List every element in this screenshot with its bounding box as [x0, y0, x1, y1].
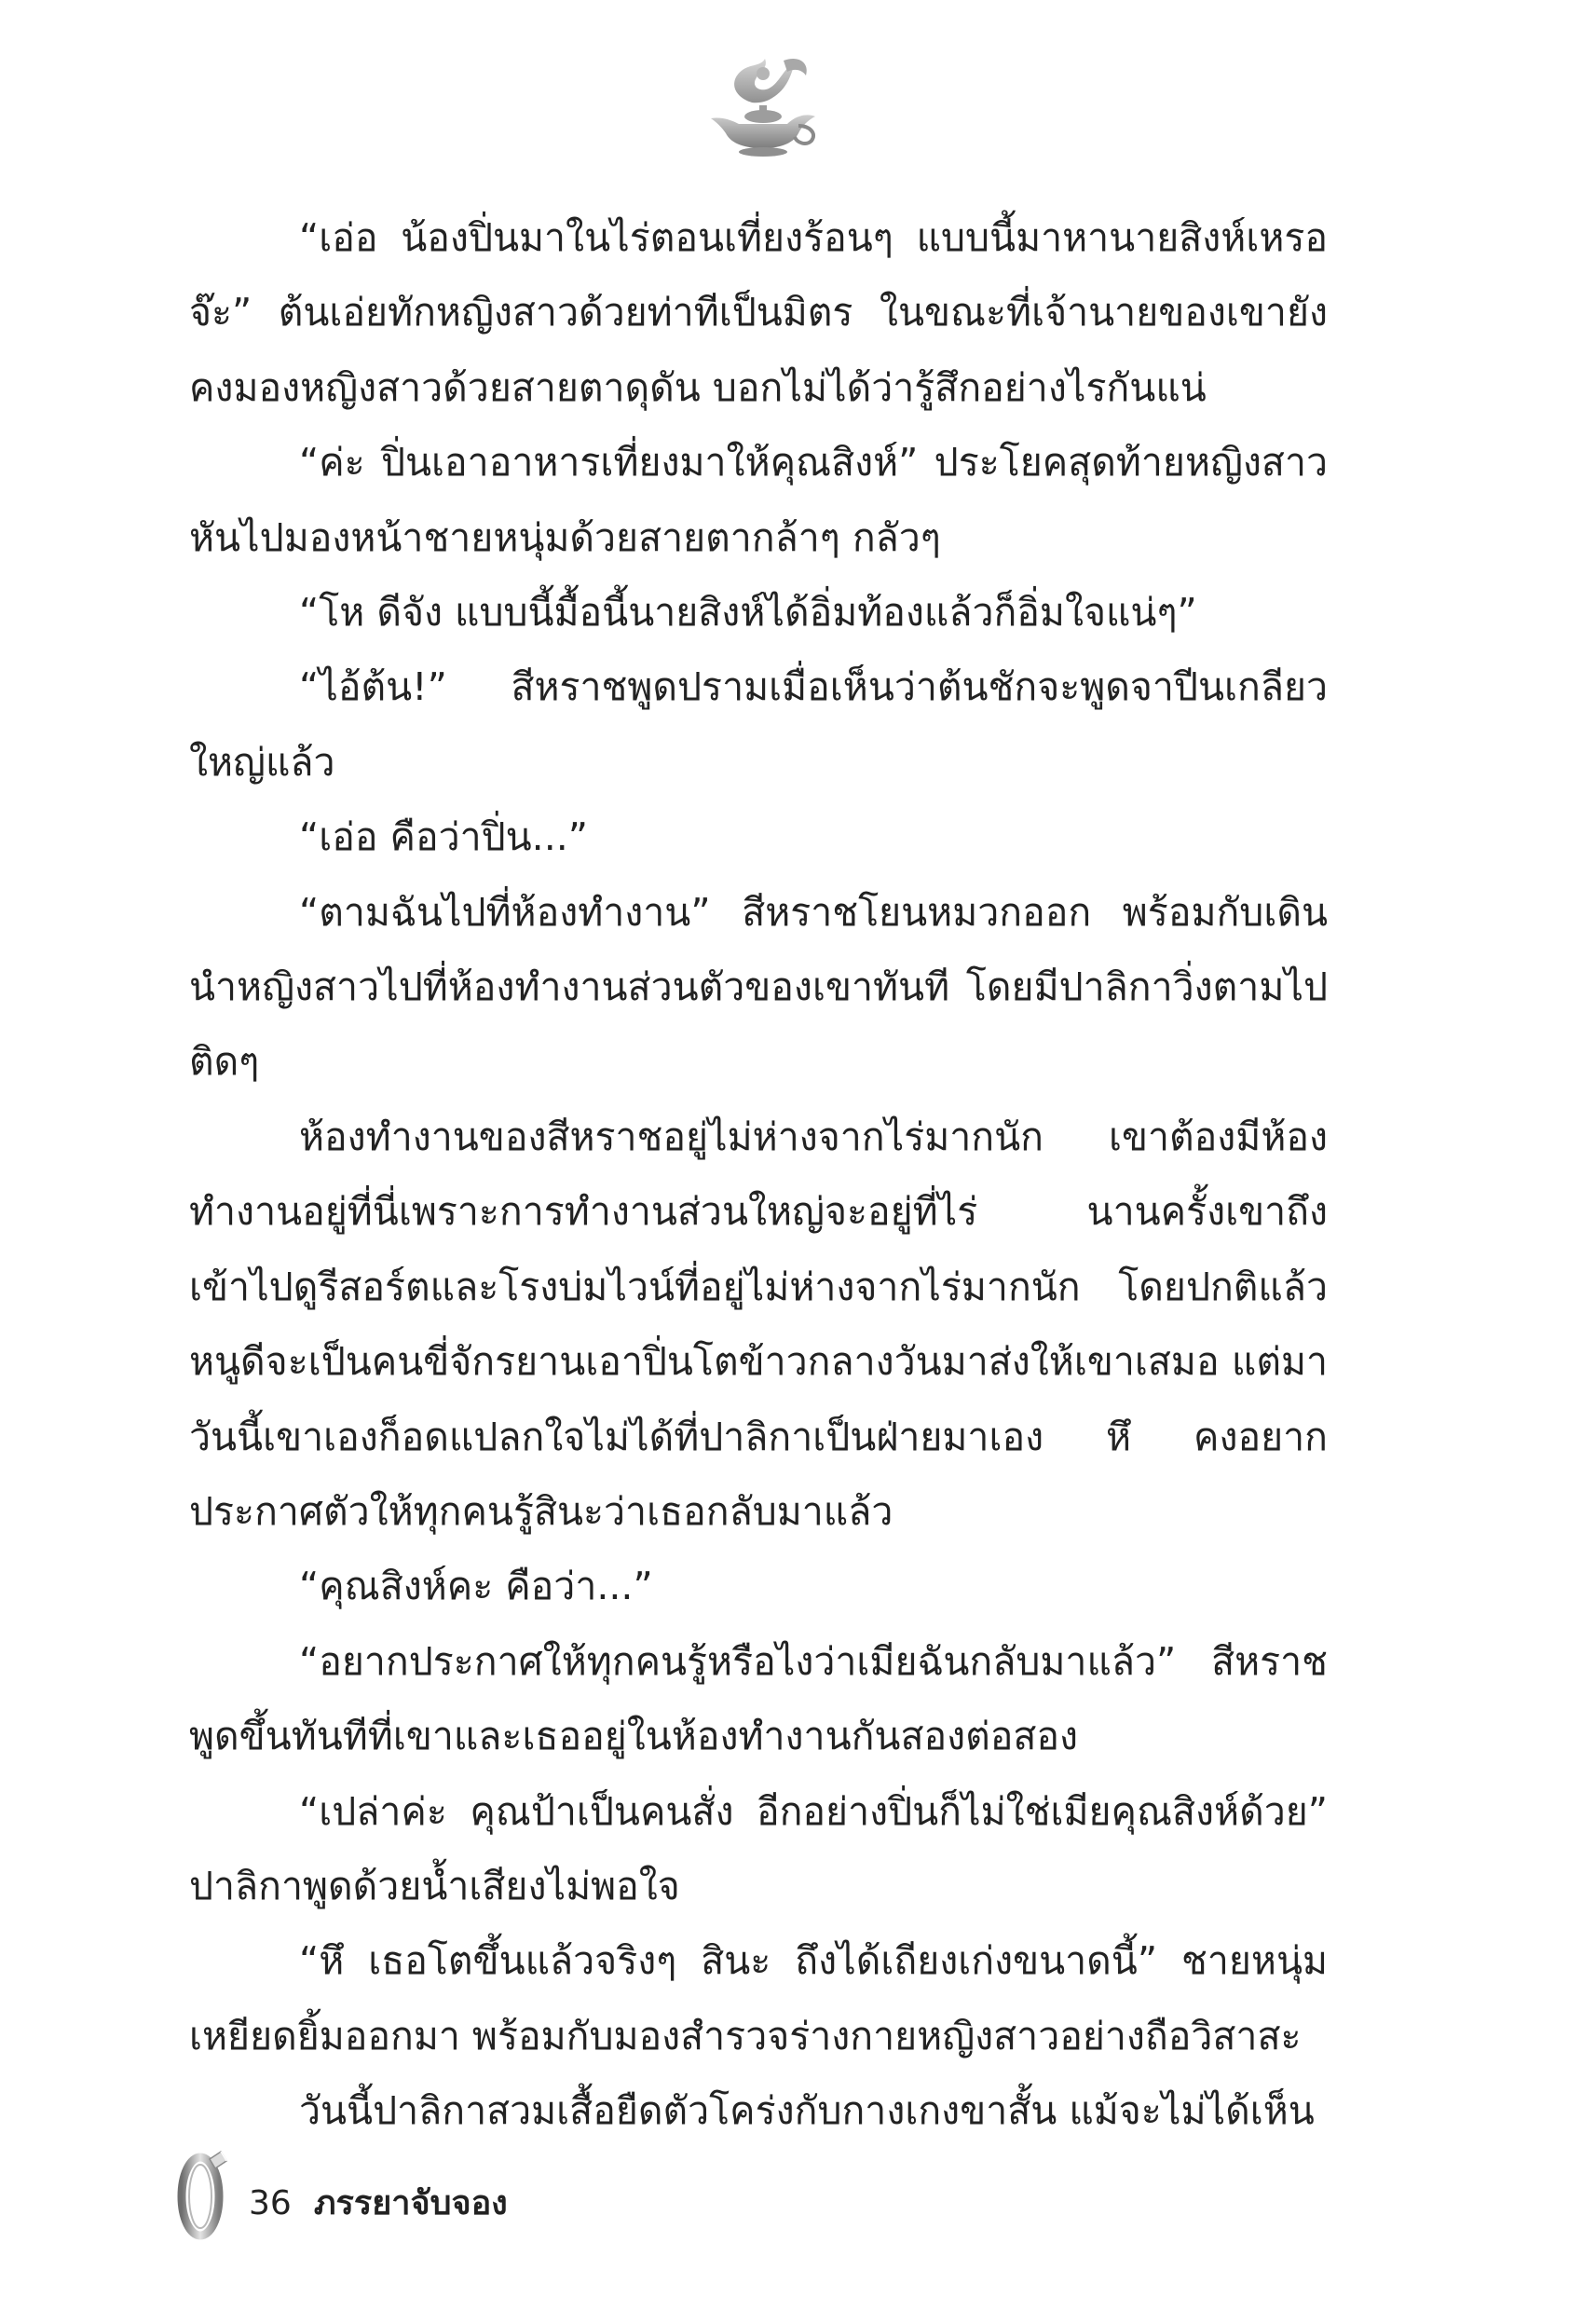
- paragraph: “เปล่าค่ะ คุณป้าเป็นคนสั่ง อีกอย่างปิ่นก็ไม่ใช่เมียคุณสิงห์ด้วย” ปาลิกาพูดด้วยน้ำเสียงไม่พอใจ: [189, 1788, 1328, 1908]
- paragraph: “อยากประกาศให้ทุกคนรู้หรือไงว่าเมียฉันกลับมาแล้ว” สีหราชพูดขึ้นทันทีที่เขาและเธออยู่ในห้องทำงานกันสองต่อสอง: [189, 1638, 1328, 1759]
- paragraph: ห้องทำงานของสีหราชอยู่ไม่ห่างจากไร่มากนัก เขาต้องมีห้องทำงานอยู่ที่นี่เพราะการทำงานส่วนใหญ่จะอยู่ที่ไร่ นานครั้งเขาถึงเข้าไปดูรีสอร์ตและโรงบ่มไวน์ที่อยู่ไม่ห่างจากไร่มากนัก โดยปกติแล้วหนูดีจะเป็นคนขี่จักรยานเอาปิ่นโตข้าวกลางวันมาส่งให้เขาเสมอ แต่มาวันนี้เขาเองก็อดแปลกใจไม่ได้ที่ปาลิกาเป็นฝ่ายมาเอง หึ คงอยากประกาศตัวให้ทุกคนรู้สินะว่าเธอกลับมาแล้ว: [189, 1114, 1328, 1534]
- diamond-ring-icon: [172, 2139, 238, 2241]
- chapter-body-text: [189, 200, 1328, 2149]
- paragraph: “ไอ้ต้น!” สีหราชพูดปรามเมื่อเห็นว่าต้นชักจะพูดจาปีนเกลียวใหญ่แล้ว: [189, 664, 1328, 785]
- paragraph: “เอ่อ คือว่าปิ่น...”: [299, 814, 589, 860]
- genie-lamp-ornament-icon: [694, 51, 825, 158]
- paragraph: “ตามฉันไปที่ห้องทำงาน” สีหราชโยนหมวกออก พร้อมกับเดินนำหญิงสาวไปที่ห้องทำงานส่วนตัวของเขาทันที โดยมีปาลิกาวิ่งตามไปติดๆ: [189, 889, 1328, 1085]
- footer-text: [249, 2176, 508, 2229]
- paragraph: “โห ดีจัง แบบนี้มื้อนี้นายสิงห์ได้อิ่มท้องแล้วก็อิ่มใจแน่ๆ”: [299, 590, 1197, 636]
- paragraph: วันนี้ปาลิกาสวมเสื้อยืดตัวโคร่งกับกางเกงขาสั้น แม้จะไม่ได้เห็น: [299, 2088, 1315, 2134]
- paragraph: “ค่ะ ปิ่นเอาอาหารเที่ยงมาให้คุณสิงห์” ประโยคสุดท้ายหญิงสาวหันไปมองหน้าชายหนุ่มด้วยสายตากล้าๆ กลัวๆ: [189, 440, 1328, 560]
- paragraph: “คุณสิงห์คะ คือว่า...”: [299, 1564, 653, 1609]
- page-number: 36: [249, 2184, 292, 2222]
- book-title: ภรรยาจับจอง: [313, 2184, 508, 2222]
- page-footer: [172, 2139, 825, 2241]
- paragraph: “เอ่อ น้องปิ่นมาในไร่ตอนเที่ยงร้อนๆ แบบนี้มาหานายสิงห์เหรอจ๊ะ” ต้นเอ่ยทักหญิงสาวด้วยท่าทีเป็นมิตร ในขณะที่เจ้านายของเขายังคงมองหญิงสาวด้วยสายตาดุดัน บอกไม่ได้ว่ารู้สึกอย่างไรกันแน่: [189, 215, 1328, 410]
- paragraph: “หึ เธอโตขึ้นแล้วจริงๆ สินะ ถึงได้เถียงเก่งขนาดนี้” ชายหนุ่มเหยียดยิ้มออกมา พร้อมกับมองสำรวจร่างกายหญิงสาวอย่างถือวิสาสะ: [189, 1938, 1328, 2058]
